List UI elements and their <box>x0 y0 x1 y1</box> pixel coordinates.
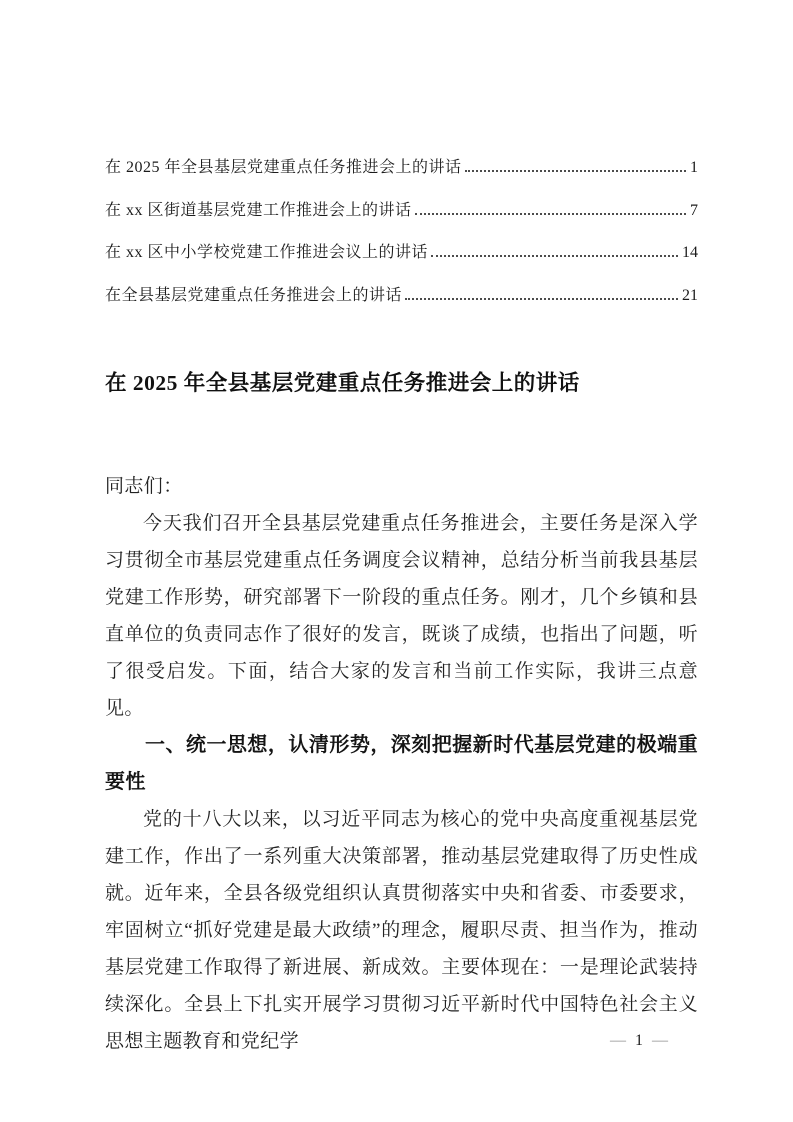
paragraph-2: 党的十八大以来，以习近平同志为核心的党中央高度重视基层党建工作，作出了一系列重大决策部署，推动基层党建取得了历史性成就。近年来，全县各级党组织认真贯彻落实中央和省委、市委要求，牢固树立“抓好党建是最大政绩”的理念，履职尽责、担当作为，推动基层党建工作取得了新进展、新成效。主要体现在：一是理论武装持续深化。全县上下扎实开展学习贯彻习近平新时代中国特色社会主义思想主题教育和党纪学 <box>105 809 698 1052</box>
toc-entry[interactable] <box>105 158 698 178</box>
toc-dot-leader <box>405 286 678 300</box>
document-body <box>105 468 698 1060</box>
section-heading-1: 一、统一思想，认清形势，深刻把握新时代基层党建的极端重要性 <box>105 734 698 793</box>
toc-page-number: 1 <box>690 159 698 176</box>
paragraph-1: 今天我们召开全县基层党建重点任务推进会，主要任务是深入学习贯彻全市基层党建重点任务调度会议精神，总结分析当前我县基层党建工作形势，研究部署下一阶段的重点任务。刚才，几个乡镇和县直单位的负责同志作了很好的发言，既谈了成绩，也指出了问题，听了很受启发。下面，结合大家的发言和当前工作实际，我讲三点意见。 <box>105 513 698 719</box>
footer-page-number: 1 <box>635 1032 643 1049</box>
document-title: 在 2025 年全县基层党建重点任务推进会上的讲话 <box>105 371 580 395</box>
page-footer <box>105 1031 668 1051</box>
toc-entry-title: 在全县基层党建重点任务推进会上的讲话 <box>105 286 403 304</box>
table-of-contents <box>105 158 698 328</box>
footer-dash-right: — <box>652 1032 668 1049</box>
toc-dot-leader <box>465 158 686 172</box>
toc-page-number: 14 <box>682 244 698 261</box>
toc-dot-leader <box>415 201 686 215</box>
footer-dash-left: — <box>610 1032 626 1049</box>
toc-entry[interactable] <box>105 286 698 306</box>
toc-page-number: 21 <box>682 286 698 304</box>
toc-entry-title: 在 xx 区中小学校党建工作推进会议上的讲话 <box>105 244 429 261</box>
toc-dot-leader <box>431 243 678 257</box>
toc-entry[interactable] <box>105 243 698 263</box>
salutation: 同志们： <box>105 476 183 497</box>
toc-entry[interactable] <box>105 201 698 221</box>
toc-entry-title: 在 xx 区街道基层党建工作推进会上的讲话 <box>105 201 412 219</box>
toc-page-number: 7 <box>690 201 698 219</box>
toc-entry-title: 在 2025 年全县基层党建重点任务推进会上的讲话 <box>105 159 462 176</box>
